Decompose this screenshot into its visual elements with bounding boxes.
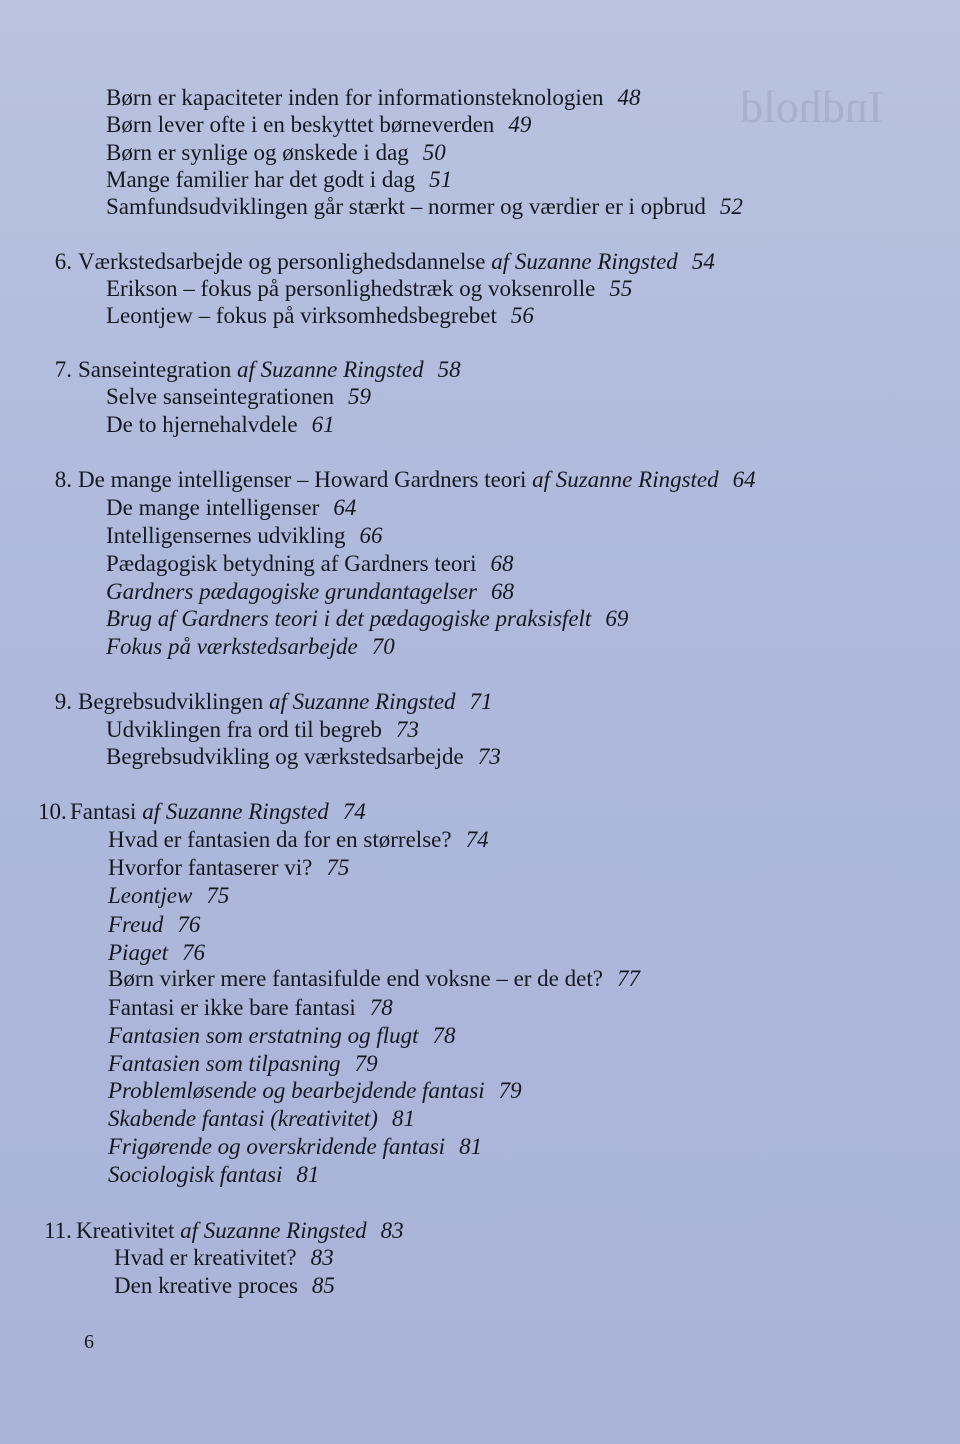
entry-title: Gardners pædagogiske grundantagelser [106, 579, 477, 604]
entry-title: Værkstedsarbejde og personlighedsdannelse [78, 249, 486, 274]
entry-author: af Suzanne Ringsted [491, 249, 678, 274]
entry-page-number: 68 [490, 551, 514, 576]
show-through-text: Indhold [740, 81, 884, 132]
entry-title: Brug af Gardners teori i det pædagogiske praksisfelt [106, 606, 592, 631]
section-entry [108, 1022, 456, 1050]
entry-title: De to hjernehalvdele [106, 412, 298, 437]
entry-page-number: 55 [609, 276, 633, 301]
entry-title: Problemløsende og bearbejdende fantasi [108, 1078, 485, 1103]
entry-title: Sociologisk fantasi [108, 1162, 283, 1187]
entry-page-number: 81 [296, 1162, 320, 1187]
section-entry [106, 84, 641, 112]
entry-page-number: 71 [469, 689, 493, 714]
chapter-number: 11. [44, 1218, 72, 1243]
page-number: 6 [84, 1331, 94, 1353]
entry-title: Erikson – fokus på personlighedstræk og voksenrolle [106, 276, 596, 301]
entry-title: Samfundsudviklingen går stærkt – normer og værdier er i opbrud [106, 194, 706, 219]
section-entry [106, 193, 743, 221]
entry-page-number: 51 [429, 167, 453, 192]
entry-title: Fokus på værkstedsarbejde [106, 634, 358, 659]
chapter-entry [46, 356, 461, 384]
entry-page-number: 78 [369, 995, 393, 1020]
section-entry [108, 1133, 482, 1161]
entry-title: Børn er kapaciteter inden for informationsteknologien [106, 85, 604, 110]
entry-title: Kreativitet [76, 1218, 175, 1243]
section-entry [106, 139, 446, 167]
entry-page-number: 54 [691, 249, 715, 274]
entry-title: Skabende fantasi (kreativitet) [108, 1106, 378, 1131]
entry-page-number: 74 [465, 827, 489, 852]
entry-author: af Suzanne Ringsted [269, 689, 456, 714]
entry-page-number: 68 [490, 579, 514, 604]
entry-title: Leontjew [108, 883, 193, 908]
chapter-number: 9. [54, 689, 72, 714]
entry-title: Intelligensernes udvikling [106, 523, 346, 548]
section-entry [108, 939, 205, 967]
section-entry [108, 882, 229, 910]
entry-page-number: 69 [605, 606, 629, 631]
section-entry [106, 275, 632, 303]
section-entry [106, 522, 383, 550]
entry-page-number: 73 [477, 744, 501, 769]
chapter-entry [46, 688, 493, 716]
entry-page-number: 64 [333, 495, 357, 520]
entry-title: Selve sanseintegrationen [106, 384, 335, 409]
section-entry [106, 578, 514, 606]
entry-title: Børn lever ofte i en beskyttet børneverden [106, 112, 495, 137]
chapter-number: 6. [54, 249, 72, 274]
chapter-number: 10. [38, 799, 67, 824]
entry-page-number: 83 [380, 1218, 404, 1243]
section-entry [106, 550, 513, 578]
entry-page-number: 83 [310, 1245, 334, 1270]
chapter-entry [46, 248, 715, 276]
chapter-entry [38, 798, 366, 826]
section-entry [106, 494, 356, 522]
section-entry [106, 743, 501, 771]
entry-title: Børn er synlige og ønskede i dag [106, 140, 409, 165]
entry-page-number: 49 [508, 112, 532, 137]
section-entry [106, 411, 335, 439]
entry-page-number: 76 [177, 912, 201, 937]
entry-title: Leontjew – fokus på virksomhedsbegrebet [106, 303, 497, 328]
entry-page-number: 59 [348, 384, 372, 409]
entry-page-number: 79 [354, 1051, 378, 1076]
entry-title: Fantasi er ikke bare fantasi [108, 995, 356, 1020]
section-entry [106, 111, 531, 139]
entry-page-number: 81 [391, 1106, 415, 1131]
section-entry [108, 1077, 522, 1105]
chapter-entry [44, 1217, 404, 1245]
entry-title: Begrebsudviklingen [78, 689, 264, 714]
entry-page-number: 74 [342, 799, 366, 824]
entry-page-number: 75 [326, 855, 350, 880]
entry-title: Frigørende og overskridende fantasi [108, 1134, 446, 1159]
section-entry [106, 716, 419, 744]
entry-title: Udviklingen fra ord til begreb [106, 717, 382, 742]
entry-title: Freud [108, 912, 164, 937]
entry-page-number: 66 [359, 523, 383, 548]
entry-author: af Suzanne Ringsted [532, 467, 719, 492]
entry-title: Mange familier har det godt i dag [106, 167, 416, 192]
entry-title: Børn virker mere fantasifulde end voksne – er de det? [108, 966, 603, 991]
section-entry [108, 1161, 319, 1189]
section-entry [108, 965, 640, 993]
chapter-number: 8. [54, 467, 72, 492]
section-entry [106, 383, 371, 411]
entry-page-number: 73 [395, 717, 419, 742]
entry-page-number: 79 [498, 1078, 522, 1103]
entry-title: Fantasien som tilpasning [108, 1051, 341, 1076]
section-entry [108, 854, 349, 882]
section-entry [106, 605, 628, 633]
entry-title: Hvad er kreativitet? [114, 1245, 297, 1270]
entry-author: af Suzanne Ringsted [142, 799, 329, 824]
section-entry [108, 911, 200, 939]
entry-title: Begrebsudvikling og værkstedsarbejde [106, 744, 464, 769]
entry-author: af Suzanne Ringsted [237, 357, 424, 382]
entry-title: Sanseintegration [78, 357, 232, 382]
section-entry [108, 1050, 378, 1078]
entry-page-number: 81 [459, 1134, 483, 1159]
entry-page-number: 50 [422, 140, 446, 165]
entry-page-number: 64 [732, 467, 756, 492]
chapter-entry [46, 466, 756, 494]
entry-title: Hvad er fantasien da for en størrelse? [108, 827, 452, 852]
section-entry [106, 302, 534, 330]
entry-page-number: 52 [719, 194, 743, 219]
section-entry [114, 1272, 335, 1300]
entry-page-number: 76 [182, 940, 206, 965]
entry-page-number: 70 [371, 634, 395, 659]
entry-page-number: 58 [437, 357, 461, 382]
entry-page-number: 61 [311, 412, 335, 437]
entry-page-number: 78 [432, 1023, 456, 1048]
entry-title: Den kreative proces [114, 1273, 298, 1298]
entry-title: Hvorfor fantaserer vi? [108, 855, 313, 880]
section-entry [106, 633, 395, 661]
entry-page-number: 85 [311, 1273, 335, 1298]
entry-author: af Suzanne Ringsted [180, 1218, 367, 1243]
entry-title: De mange intelligenser [106, 495, 320, 520]
entry-page-number: 56 [510, 303, 534, 328]
entry-title: De mange intelligenser – Howard Gardners teori [78, 467, 527, 492]
entry-page-number: 48 [617, 85, 641, 110]
chapter-number: 7. [54, 357, 72, 382]
section-entry [108, 994, 393, 1022]
entry-title: Piaget [108, 940, 169, 965]
entry-title: Fantasi [70, 799, 137, 824]
section-entry [108, 826, 489, 854]
entry-page-number: 75 [206, 883, 230, 908]
section-entry [106, 166, 452, 194]
section-entry [114, 1244, 334, 1272]
entry-title: Pædagogisk betydning af Gardners teori [106, 551, 477, 576]
entry-title: Fantasien som erstatning og flugt [108, 1023, 419, 1048]
entry-page-number: 77 [616, 966, 640, 991]
section-entry [108, 1105, 415, 1133]
